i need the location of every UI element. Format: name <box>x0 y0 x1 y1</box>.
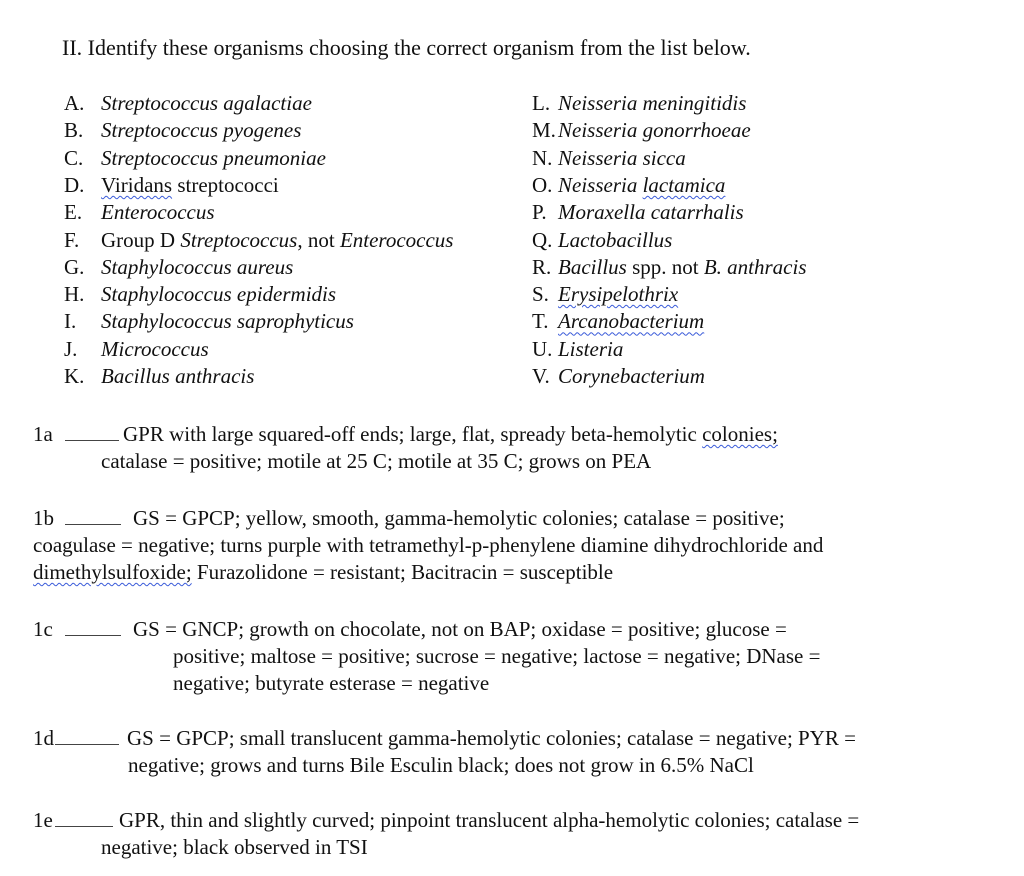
organism-option-j <box>64 336 209 361</box>
question-text-flagged: dimethylsulfoxide; <box>33 560 192 584</box>
organism-option-l <box>532 93 746 114</box>
organism-option-s <box>532 284 678 305</box>
option-name-part: Lactobacillus <box>558 227 673 252</box>
option-name-part: Viridans <box>101 172 173 197</box>
question-text-line1: GPR, thin and slightly curved; pinpoint translucent alpha-hemolytic colonies; catalase = <box>119 808 860 832</box>
answer-blank[interactable] <box>55 826 113 827</box>
option-name-part: , not <box>297 227 340 252</box>
organism-option-d <box>64 172 279 197</box>
organism-option-h <box>64 284 336 305</box>
option-letter: C. <box>64 145 84 170</box>
organism-option-q <box>532 227 673 252</box>
question-label: 1e <box>33 808 53 832</box>
option-letter: K. <box>64 364 85 388</box>
option-letter: H. <box>64 282 85 307</box>
option-letter: D. <box>64 172 85 197</box>
option-name-part: streptococci <box>172 172 279 197</box>
option-letter: N. <box>532 145 553 170</box>
question-text-line3: negative; butyrate esterase = negative <box>173 671 490 695</box>
option-letter: M. <box>532 118 556 143</box>
option-name-part: Neisseria <box>558 172 643 197</box>
option-name-part: Streptococcus agalactiae <box>101 91 312 115</box>
option-name-part: Bacillus anthracis <box>101 364 255 388</box>
option-letter: Q. <box>532 227 553 252</box>
option-letter: S. <box>532 282 549 307</box>
option-letter: J. <box>64 336 78 361</box>
organism-option-u <box>532 336 624 361</box>
option-letter: T. <box>532 309 549 334</box>
option-letter: F. <box>64 227 80 252</box>
organism-option-c <box>64 145 326 170</box>
option-name-part: Streptococcus pyogenes <box>101 118 302 143</box>
answer-blank[interactable] <box>65 440 119 441</box>
organism-option-r <box>532 254 807 279</box>
question-text-line2: catalase = positive; motile at 25 C; motile at 35 C; grows on PEA <box>101 449 652 473</box>
option-name-part: Erysipelothrix <box>558 282 679 307</box>
option-name-part: Staphylococcus saprophyticus <box>101 309 354 334</box>
option-name-part: Listeria <box>558 336 624 361</box>
option-name-part: Bacillus <box>558 254 627 279</box>
organism-option-e <box>64 202 215 223</box>
organism-option-a <box>64 93 312 114</box>
organism-option-o <box>532 172 726 197</box>
organism-option-g <box>64 254 294 279</box>
question-text-line2: negative; grows and turns Bile Esculin black; does not grow in 6.5% NaCl <box>128 753 754 777</box>
option-name-part: Staphylococcus epidermidis <box>101 282 337 307</box>
question-text-line1: GS = GPCP; yellow, smooth, gamma-hemolytic colonies; catalase = positive; <box>133 506 785 530</box>
option-name-part: lactamica <box>642 172 726 197</box>
organism-option-n <box>532 145 686 170</box>
organism-option-p <box>532 202 744 223</box>
organism-option-k <box>64 366 254 387</box>
option-letter: E. <box>64 200 83 225</box>
question-label: 1a <box>33 422 53 446</box>
answer-blank[interactable] <box>65 524 121 525</box>
page-heading: II. Identify these organisms choosing the correct organism from the list below. <box>62 35 751 60</box>
answer-blank[interactable] <box>55 744 119 745</box>
option-name-part: Moraxella catarrhalis <box>558 200 744 225</box>
option-name-part: spp. not <box>626 254 704 279</box>
option-name-part: Corynebacterium <box>558 364 705 388</box>
option-name-part: Enterococcus <box>101 200 215 225</box>
option-letter: G. <box>64 254 85 279</box>
option-name-part: Neisseria sicca <box>558 145 686 170</box>
option-letter: R. <box>532 254 552 279</box>
option-name-part: Streptococcus pneumoniae <box>101 145 326 170</box>
option-letter: I. <box>64 309 77 334</box>
question-text-flagged: colonies; <box>702 422 778 446</box>
question-text-line2: coagulase = negative; turns purple with tetramethyl-p-phenylene diamine dihydrochloride and <box>33 533 824 557</box>
organism-option-t <box>532 311 704 332</box>
option-letter: U. <box>532 336 553 361</box>
option-letter: O. <box>532 172 553 197</box>
option-letter: P. <box>532 200 547 225</box>
option-name-part: Micrococcus <box>101 336 209 361</box>
question-text-line2: negative; black observed in TSI <box>101 835 368 859</box>
question-text-line2: positive; maltose = positive; sucrose = negative; lactose = negative; DNase = <box>173 644 821 668</box>
option-name-part: Neisseria gonorrhoeae <box>558 118 751 143</box>
organism-option-m <box>532 120 751 141</box>
option-letter: V. <box>532 364 550 388</box>
question-text-line1: GS = GNCP; growth on chocolate, not on BAP; oxidase = positive; glucose = <box>133 617 787 641</box>
question-text-line1: GS = GPCP; small translucent gamma-hemolytic colonies; catalase = negative; PYR = <box>127 726 856 750</box>
organism-option-b <box>64 120 301 141</box>
question-text-line3: Furazolidone = resistant; Bacitracin = susceptible <box>191 560 614 584</box>
option-name-part: B. anthracis <box>703 254 807 279</box>
option-name-part: Streptococcus <box>180 227 298 252</box>
option-letter: L. <box>532 91 551 115</box>
question-text-line1: GPR with large squared-off ends; large, flat, spready beta-hemolytic <box>123 422 703 446</box>
question-label: 1c <box>33 617 53 641</box>
question-label: 1d <box>33 726 54 750</box>
option-name-part: Enterococcus <box>339 227 454 252</box>
organism-option-i <box>64 311 354 332</box>
option-name-part: Staphylococcus aureus <box>101 254 294 279</box>
option-name-part: Arcanobacterium <box>558 309 705 334</box>
answer-blank[interactable] <box>65 635 121 636</box>
organism-option-f <box>64 227 454 252</box>
organism-option-v <box>532 366 705 387</box>
option-name-part: Neisseria meningitidis <box>558 91 747 115</box>
option-letter: A. <box>64 91 85 115</box>
option-letter: B. <box>64 118 84 143</box>
option-name-part: Group D <box>101 227 181 252</box>
question-label: 1b <box>33 506 54 530</box>
